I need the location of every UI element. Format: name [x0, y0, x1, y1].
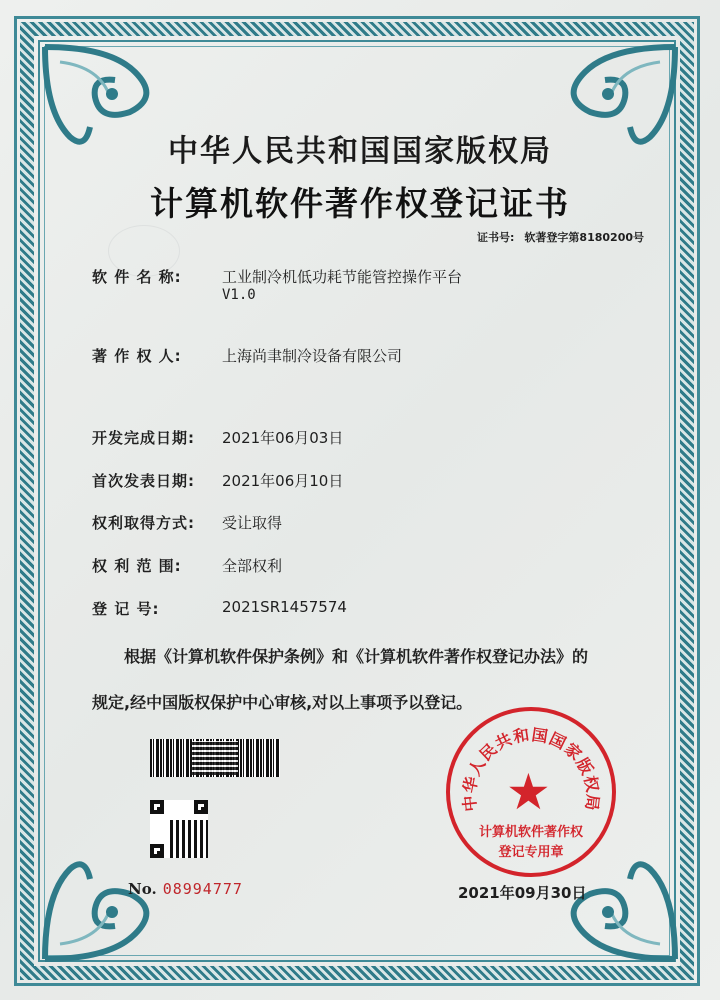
field-software-name: [92, 266, 462, 303]
issuing-authority: 中华人民共和国国家版权局: [168, 134, 552, 169]
seal-line-2: 登记专用章: [498, 845, 564, 860]
corner-ornament-icon: [40, 854, 170, 964]
field-dev-date: [92, 427, 343, 448]
field-value: 2021年06月10日: [222, 472, 344, 490]
field-value: 全部权利: [222, 557, 283, 575]
serial-value: 08994777: [162, 880, 243, 898]
serial-number: [128, 880, 243, 898]
cert-no-label: 证书号:: [477, 231, 515, 244]
field-value: 受让取得: [222, 514, 283, 532]
field-label: 权利取得方式:: [92, 514, 195, 532]
field-publish-date: [92, 470, 343, 491]
software-version: V1.0: [222, 287, 256, 303]
cert-no-value: 软著登字第8180200号: [524, 231, 644, 244]
seal-star-icon: ★: [506, 763, 551, 821]
field-label: 登 记 号:: [92, 600, 160, 618]
field-value: 上海尚聿制冷设备有限公司: [222, 347, 403, 365]
qr-code-icon: [150, 800, 208, 858]
seal-ring-label: 中华人民共和国国家版权局: [459, 724, 603, 813]
field-acquire-method: [92, 512, 282, 533]
field-label: 权 利 范 围:: [92, 557, 182, 575]
statement-line-2: 规定,经中国版权保护中心审核,对以上事项予以登记。: [92, 693, 473, 712]
serial-label: No.: [128, 880, 157, 898]
certificate-title: 计算机软件著作权登记证书: [150, 184, 570, 223]
barcode-icon: [150, 739, 280, 777]
statement-line-1: 根据《计算机软件保护条例》和《计算机软件著作权登记办法》的: [124, 647, 589, 666]
field-reg-no: [92, 598, 347, 619]
field-value: 工业制冷机低功耗节能管控操作平台: [222, 268, 463, 286]
field-rights-scope: [92, 555, 282, 576]
field-label: 软 件 名 称:: [92, 268, 182, 286]
certificate-number: [477, 229, 644, 245]
field-value: 2021SR1457574: [222, 598, 347, 616]
field-label: 开发完成日期:: [92, 429, 195, 447]
seal-line-1: 计算机软件著作权: [478, 825, 583, 840]
official-seal: [446, 707, 616, 877]
field-copyright-owner: [92, 345, 402, 366]
field-value: 2021年06月03日: [222, 429, 344, 447]
issue-date: 2021年09月30日: [458, 884, 587, 902]
field-label: 著 作 权 人:: [92, 347, 182, 365]
field-label: 首次发表日期:: [92, 472, 195, 490]
